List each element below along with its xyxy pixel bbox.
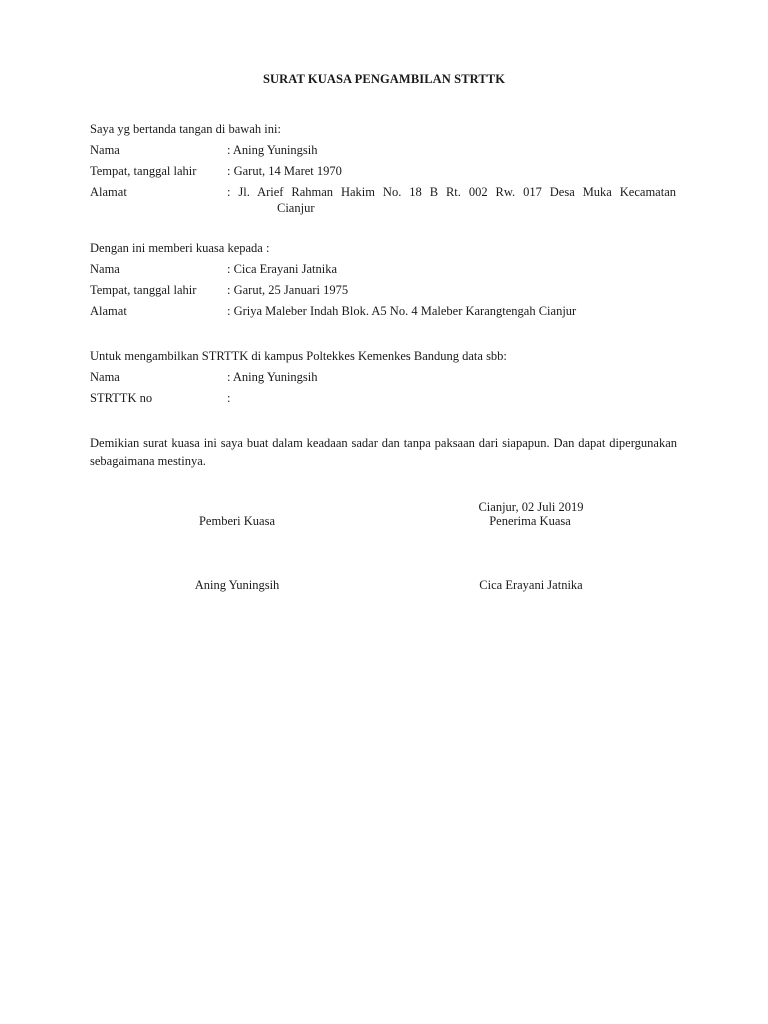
strttk-label: STRTTK no — [90, 391, 153, 405]
place-date: Cianjur, 02 Juli 2019 — [478, 500, 584, 514]
grantee-address-label: Alamat — [90, 304, 127, 318]
grantor-role: Pemberi Kuasa — [198, 514, 276, 528]
strttk-value: : — [227, 391, 231, 405]
grantor-address-line1: : Jl. Arief Rahman Hakim No. 18 B Rt. 002 Rw. 017 Desa Muka Kecamatan — [227, 185, 676, 199]
grantee-address-value: : Griya Maleber Indah Blok. A5 No. 4 Maleber Karangtengah Cianjur — [227, 304, 577, 318]
data-name-label: Nama — [90, 370, 120, 384]
grantor-address-label: Alamat — [90, 185, 127, 199]
grantee-birth-value: : Garut, 25 Januari 1975 — [227, 283, 349, 297]
grantee-name-value: : Cica Erayani Jatnika — [227, 262, 338, 276]
grantee-birth-label: Tempat, tanggal lahir — [90, 283, 197, 297]
document-title: SURAT KUASA PENGAMBILAN STRTTK — [262, 72, 506, 86]
grantee-name-label: Nama — [90, 262, 120, 276]
grantor-name-value: : Aning Yuningsih — [227, 143, 318, 157]
grant-intro-text: Dengan ini memberi kuasa kepada : — [90, 241, 270, 255]
intro-text: Saya yg bertanda tangan di bawah ini: — [90, 122, 281, 136]
purpose-text: Untuk mengambilkan STRTTK di kampus Poltekkes Kemenkes Bandung data sbb: — [90, 349, 507, 363]
grantor-address-line2: Cianjur — [277, 201, 315, 215]
grantee-role: Penerima Kuasa — [489, 514, 571, 528]
data-name-value: : Aning Yuningsih — [227, 370, 318, 384]
closing-paragraph: Demikian surat kuasa ini saya buat dalam keadaan sadar dan tanpa paksaan dari siapapun. Dan dapat dipergunakan sebagaimana mestinya. — [90, 436, 677, 468]
grantee-signature-name: Cica Erayani Jatnika — [479, 578, 583, 592]
grantor-address-value — [227, 185, 677, 216]
grantor-birth-value: : Garut, 14 Maret 1970 — [227, 164, 342, 178]
grantor-birth-label: Tempat, tanggal lahir — [90, 164, 197, 178]
grantor-signature-name: Aning Yuningsih — [194, 578, 280, 592]
grantor-name-label: Nama — [90, 143, 120, 157]
